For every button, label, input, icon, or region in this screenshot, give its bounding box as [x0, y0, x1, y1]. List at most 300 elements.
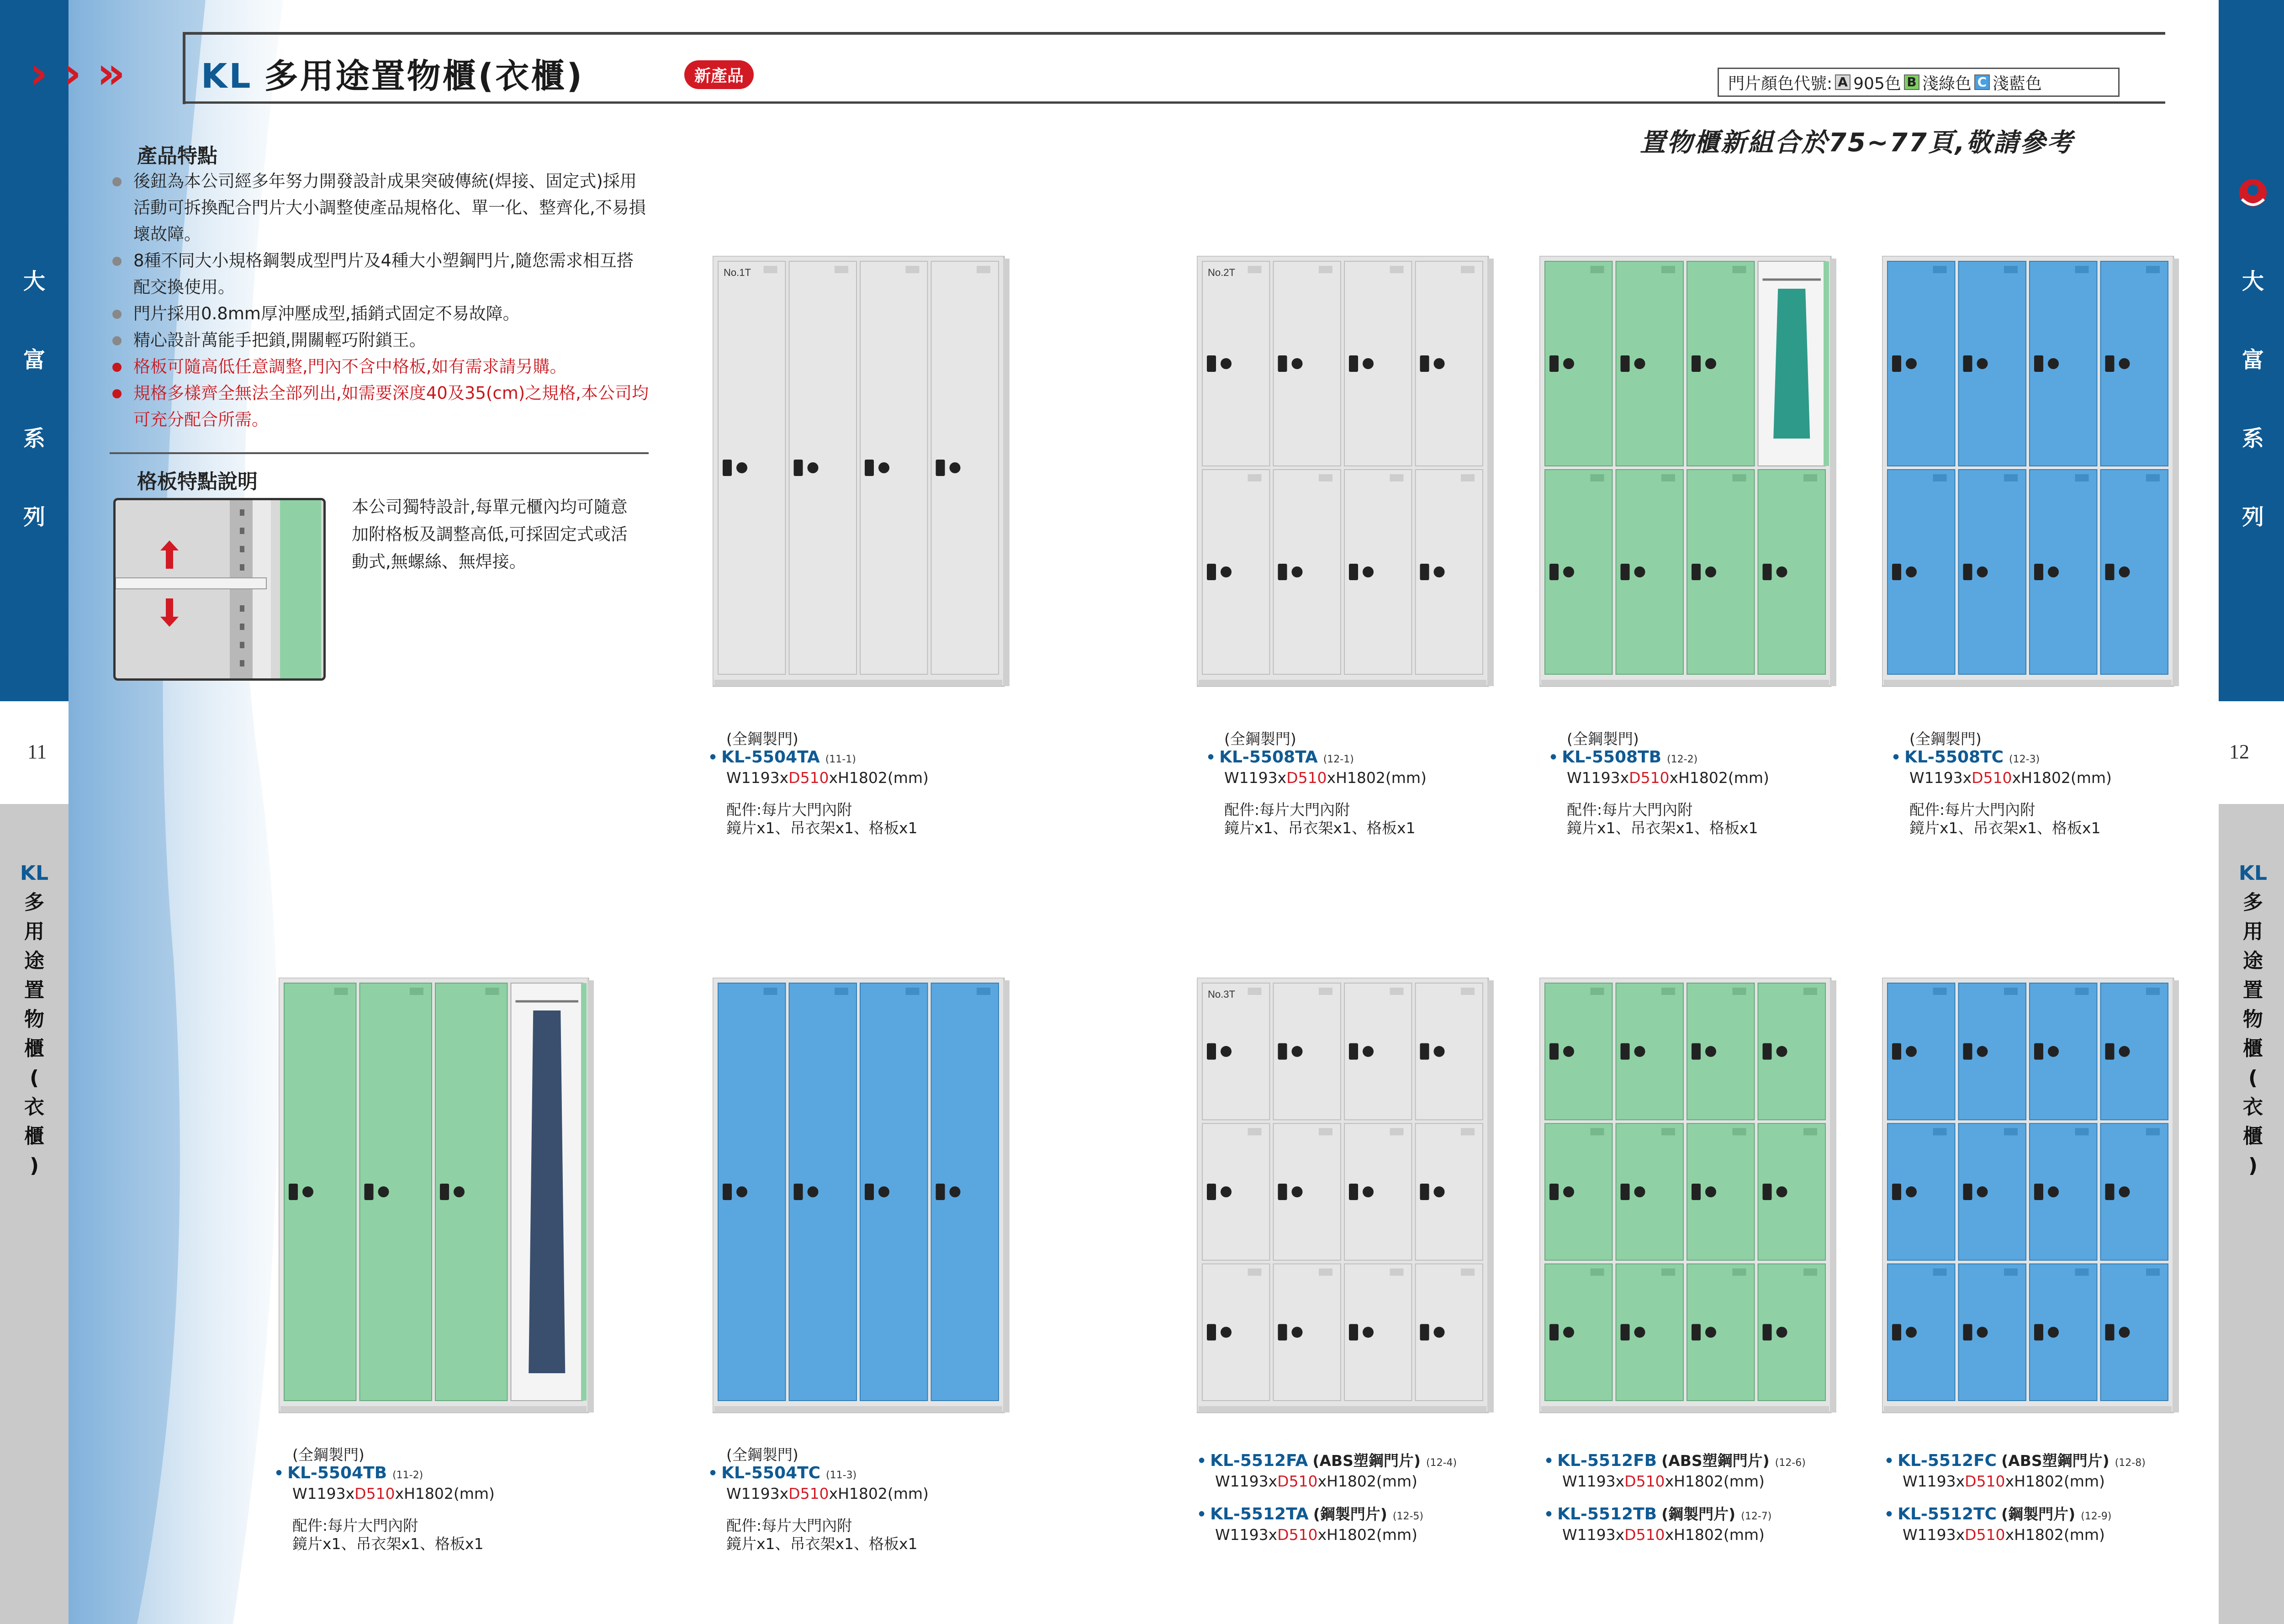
bullet-icon: •: [1206, 748, 1216, 766]
door-handle: [794, 460, 803, 476]
door-handle: [2034, 355, 2043, 372]
category-char: 用: [24, 920, 44, 943]
lock-icon: [1977, 1186, 1988, 1197]
accessories: [708, 801, 929, 837]
lock-icon: [1221, 358, 1232, 369]
lock-icon: [1292, 1186, 1303, 1197]
accessories: [1891, 801, 2112, 837]
model-number: KL-5512FC: [1898, 1451, 1997, 1470]
bullet-icon: •: [274, 1464, 284, 1482]
lock-icon: [1906, 1327, 1917, 1338]
lock-icon: [378, 1186, 389, 1197]
dim-width: W1193x: [1215, 1526, 1278, 1544]
vent-slot: [2146, 474, 2160, 481]
dimensions: [708, 1485, 929, 1503]
category-char: 物: [24, 1008, 44, 1031]
lock-icon: [1705, 1046, 1716, 1057]
vent-slot: [2146, 1128, 2160, 1135]
accessories-list: 鏡片x1、吊衣架x1、格板x1: [1567, 819, 1758, 837]
vent-slot: [1461, 988, 1475, 995]
door-type: (鋼製門片): [2001, 1505, 2076, 1523]
door-handle: [2105, 1043, 2115, 1060]
locker-cabinet-image: [1882, 256, 2179, 690]
accessories-label: 配件:每片大門內附: [1909, 801, 2036, 819]
dim-depth: D510: [788, 769, 829, 787]
feature-item: [110, 327, 649, 354]
product-caption: [1549, 730, 1769, 837]
vent-slot: [1461, 1269, 1475, 1276]
model-line: [708, 748, 929, 769]
dim-depth: D510: [1624, 1472, 1665, 1490]
category-char: ): [29, 1154, 39, 1177]
model-line: [1549, 748, 1769, 769]
dim-width: W1193x: [1567, 769, 1629, 787]
lock-icon: [2048, 1046, 2059, 1057]
lock-icon: [1221, 1327, 1232, 1338]
vent-slot: [2004, 1128, 2018, 1135]
lock-icon: [1292, 1327, 1303, 1338]
model-line: [1544, 1505, 1806, 1526]
features-divider: [110, 452, 649, 454]
left-series-bar: [0, 0, 69, 701]
door-handle: [1349, 564, 1358, 580]
accessories: [708, 1517, 929, 1553]
door-handle: [1763, 564, 1772, 580]
door-handle: [1621, 564, 1630, 580]
lock-icon: [1906, 1046, 1917, 1057]
cabinet-tag: No.2T: [1208, 267, 1235, 278]
lock-icon: [1292, 358, 1303, 369]
lock-icon: [2048, 358, 2059, 369]
category-char: KL: [2238, 862, 2268, 885]
accessories-label: 配件:每片大門內附: [726, 801, 852, 819]
lock-icon: [2048, 1327, 2059, 1338]
cabinet-side: [1003, 259, 1010, 686]
shelf-feature-text: 本公司獨特設計,每單元櫃內均可隨意加附格板及調整高低,可採固定式或活動式,無螺絲、無焊接。: [352, 497, 628, 571]
lock-icon: [808, 1186, 819, 1197]
cabinet-base: [280, 1406, 587, 1412]
door-handle: [936, 1184, 945, 1200]
door-handle: [1549, 355, 1559, 372]
lock-icon: [1634, 1046, 1645, 1057]
door-handle: [1207, 1324, 1216, 1340]
dimensions: [1544, 1526, 1806, 1544]
model-code: (12-5): [1392, 1511, 1423, 1522]
vent-slot: [1733, 1269, 1746, 1276]
lock-icon: [1634, 1327, 1645, 1338]
vent-slot: [1591, 988, 1604, 995]
dim-height: xH1802(mm): [1665, 1472, 1765, 1490]
lock-icon: [1434, 1186, 1445, 1197]
bullet-icon: •: [1549, 748, 1559, 766]
model-line: [1197, 1505, 1457, 1526]
series-label: [0, 242, 69, 556]
accessories-list: 鏡片x1、吊衣架x1、格板x1: [1224, 819, 1416, 837]
lock-icon: [2119, 1327, 2130, 1338]
feature-item: [110, 380, 649, 433]
model-code: (12-2): [1667, 754, 1698, 765]
bullet-icon: •: [1544, 1505, 1554, 1523]
cabinet-base: [714, 680, 1002, 686]
door-handle: [1892, 564, 1901, 580]
category-char: 多: [2243, 891, 2263, 914]
door-handle: [1692, 1184, 1701, 1200]
model-line: [1891, 748, 2112, 769]
page-title: [201, 49, 584, 98]
accessories: [1206, 801, 1427, 837]
vent-slot: [486, 988, 499, 995]
door-type: (鋼製門片): [1661, 1505, 1736, 1523]
bullet-icon: [112, 389, 122, 398]
lock-icon: [2119, 358, 2130, 369]
dim-width: W1193x: [1215, 1472, 1278, 1490]
lock-icon: [1906, 358, 1917, 369]
vent-slot: [1319, 1128, 1332, 1135]
color-name: 905色: [1853, 74, 1901, 93]
lock-icon: [1705, 358, 1716, 369]
material-note: (全鋼製門): [1909, 730, 1982, 748]
vent-slot: [906, 266, 920, 273]
dim-width: W1193x: [1562, 1472, 1625, 1490]
chevron-right-icon: ›: [30, 48, 48, 99]
door-handle: [1349, 1043, 1358, 1060]
cabinet-side: [2173, 259, 2179, 686]
cabinet-base: [1541, 680, 1829, 686]
vent-slot: [764, 988, 777, 995]
color-swatch: C: [1974, 74, 1990, 90]
locker-cabinet-image: [1197, 256, 1494, 690]
features-list: [110, 168, 649, 433]
dimensions: [1197, 1526, 1457, 1544]
lock-icon: [1221, 1186, 1232, 1197]
cabinet-base: [1884, 680, 2172, 686]
lock-icon: [1221, 1046, 1232, 1057]
chevron-right-icon: ›: [63, 48, 82, 99]
door-handle: [1207, 1184, 1216, 1200]
dim-height: xH1802(mm): [2005, 1526, 2105, 1544]
spacer: [1544, 1491, 1806, 1505]
spacer: [1197, 1491, 1457, 1505]
dim-depth: D510: [1965, 1472, 2005, 1490]
door-handle: [1892, 1043, 1901, 1060]
door-handle: [1207, 1043, 1216, 1060]
series-char: 富: [23, 347, 45, 373]
door-handle: [1621, 355, 1630, 372]
dim-depth: D510: [1965, 1526, 2005, 1544]
lock-icon: [1563, 566, 1574, 577]
vent-slot: [1733, 988, 1746, 995]
lock-icon: [1363, 1046, 1374, 1057]
lock-icon: [1776, 1186, 1787, 1197]
cabinet-tag: No.3T: [1208, 989, 1235, 1000]
dim-width: W1193x: [1903, 1472, 1965, 1490]
door-handle: [289, 1184, 298, 1200]
product-caption: [274, 1446, 495, 1553]
dim-height: xH1802(mm): [2012, 769, 2112, 787]
dim-depth: D510: [1972, 769, 2012, 787]
material-note: (全鋼製門): [726, 1446, 798, 1464]
dim-height: xH1802(mm): [1317, 1472, 1417, 1490]
cabinet-side: [1487, 259, 1494, 686]
door-handle: [1621, 1043, 1630, 1060]
header-chevrons: [30, 48, 126, 99]
accessories-label: 配件:每片大門內附: [726, 1517, 852, 1534]
lock-icon: [1434, 358, 1445, 369]
door-handle: [1692, 564, 1701, 580]
dim-depth: D510: [1286, 769, 1327, 787]
door-handle: [2105, 564, 2115, 580]
door-handle: [1278, 355, 1287, 372]
door-handle: [1963, 1184, 1972, 1200]
series-char: 富: [2242, 347, 2264, 373]
door-handle: [1349, 355, 1358, 372]
model-line: [274, 1464, 495, 1485]
category-char: 置: [24, 979, 44, 1002]
accessories-list: 鏡片x1、吊衣架x1、格板x1: [292, 1535, 484, 1553]
product-caption: [708, 1446, 929, 1553]
vent-slot: [1248, 1269, 1262, 1276]
lock-icon: [302, 1186, 313, 1197]
cabinet-tag: No.1T: [724, 267, 751, 278]
product-caption: [1884, 1452, 2146, 1544]
door-handle: [1549, 1184, 1559, 1200]
door-handle: [1207, 355, 1216, 372]
model-number: KL-5504TC: [721, 1464, 821, 1482]
door-handle: [1892, 1324, 1901, 1340]
lock-icon: [1221, 566, 1232, 577]
vent-slot: [977, 266, 990, 273]
accessories-list: 鏡片x1、吊衣架x1、格板x1: [1909, 819, 2101, 837]
door-type: (ABS塑鋼門片): [1661, 1452, 1770, 1470]
vent-slot: [1461, 474, 1475, 481]
dimensions: [274, 1485, 495, 1503]
model-number: KL-5508TB: [1562, 748, 1662, 767]
accessories-label: 配件:每片大門內附: [1224, 801, 1350, 819]
lock-icon: [1705, 1186, 1716, 1197]
series-char: 列: [2242, 504, 2264, 530]
vent-slot: [1248, 1128, 1262, 1135]
door-handle: [440, 1184, 449, 1200]
dim-width: W1193x: [1224, 769, 1287, 787]
material-note: (全鋼製門): [1224, 730, 1296, 748]
vent-slot: [2004, 1269, 2018, 1276]
door-handle: [1349, 1324, 1358, 1340]
lock-icon: [1363, 1327, 1374, 1338]
door-handle: [365, 1184, 374, 1200]
vent-slot: [1733, 474, 1746, 481]
door-handle: [1549, 1043, 1559, 1060]
dim-height: xH1802(mm): [1327, 769, 1427, 787]
door-handle: [1963, 1043, 1972, 1060]
hanging-garment: [529, 1010, 565, 1373]
lock-icon: [1563, 1327, 1574, 1338]
dim-width: W1193x: [726, 769, 789, 787]
model-code: (12-3): [2009, 754, 2040, 765]
lock-icon: [808, 462, 819, 473]
locker-cabinet-image: [713, 256, 1010, 690]
dim-height: xH1802(mm): [2005, 1472, 2105, 1490]
series-char: 大: [2242, 269, 2264, 294]
lock-icon: [1363, 1186, 1374, 1197]
series-char: 列: [23, 504, 45, 530]
vent-slot: [1248, 474, 1262, 481]
dim-depth: D510: [1277, 1472, 1318, 1490]
model-number: KL-5504TB: [287, 1464, 387, 1482]
door-type: (ABS塑鋼門片): [1312, 1452, 1421, 1470]
vent-slot: [1319, 266, 1332, 273]
hanging-garment: [1773, 289, 1810, 439]
category-char: (: [2248, 1066, 2258, 1090]
door-handle: [794, 1184, 803, 1200]
dim-height: xH1802(mm): [1317, 1526, 1417, 1544]
dim-width: W1193x: [292, 1485, 355, 1502]
dim-height: xH1802(mm): [829, 1485, 929, 1502]
shelf-illustration: [116, 500, 323, 678]
vent-slot: [1803, 474, 1817, 481]
cabinet-base: [1541, 1406, 1829, 1412]
locker-cabinet-image: [1197, 978, 1494, 1416]
category-label: [2219, 859, 2284, 1180]
features-title: 產品特點: [137, 144, 217, 168]
vent-slot: [1733, 266, 1746, 273]
feature-item: [110, 248, 649, 301]
door-handle: [2034, 1184, 2043, 1200]
lock-icon: [1776, 1327, 1787, 1338]
door-type: (ABS塑鋼門片): [2001, 1452, 2110, 1470]
door-handle: [1892, 1184, 1901, 1200]
model-code: (12-4): [1426, 1457, 1457, 1469]
vent-slot: [1661, 1128, 1675, 1135]
door-handle: [1549, 1324, 1559, 1340]
vent-slot: [1933, 1128, 1947, 1135]
vent-slot: [1390, 988, 1404, 995]
right-category-bar: [2219, 804, 2284, 1624]
vent-slot: [1933, 266, 1947, 273]
model-code: (12-7): [1741, 1511, 1772, 1522]
door-handle: [1892, 355, 1901, 372]
lock-icon: [1977, 566, 1988, 577]
door-handle: [1963, 1324, 1972, 1340]
door-handle: [1963, 564, 1972, 580]
feature-item: [110, 168, 649, 248]
vent-slot: [1591, 266, 1604, 273]
vent-slot: [1661, 266, 1675, 273]
dim-width: W1193x: [1903, 1526, 1965, 1544]
category-char: 置: [2243, 979, 2263, 1002]
vent-slot: [1319, 474, 1332, 481]
door-handle: [1692, 355, 1701, 372]
series-label: [2219, 242, 2284, 556]
vent-slot: [1591, 1269, 1604, 1276]
material-note: (全鋼製門): [726, 730, 798, 748]
color-swatch: B: [1904, 74, 1919, 90]
bullet-icon: •: [708, 1464, 718, 1482]
cabinet-side: [1487, 980, 1494, 1412]
vent-slot: [2004, 474, 2018, 481]
model-code: (12-9): [2081, 1511, 2112, 1522]
door-handle: [1763, 1043, 1772, 1060]
lock-icon: [1563, 1046, 1574, 1057]
bullet-icon: •: [1197, 1505, 1207, 1523]
category-label: [0, 859, 69, 1180]
model-line: [1884, 1452, 2146, 1472]
vent-slot: [1933, 988, 1947, 995]
vent-slot: [1390, 1269, 1404, 1276]
vent-slot: [835, 266, 848, 273]
bullet-icon: [112, 336, 122, 345]
door-handle: [2034, 1043, 2043, 1060]
lock-icon: [1705, 1327, 1716, 1338]
model-line: [708, 1464, 929, 1485]
locker-cabinet-image: [279, 978, 594, 1416]
lock-icon: [2119, 566, 2130, 577]
category-char: (: [29, 1066, 39, 1090]
feature-text: 後鈕為本公司經多年努力開發設計成果突破傳統(焊接、固定式)採用活動可拆換配合門片大小調整使產品規格化、單一化、整齊化,不易損壞故障。: [133, 171, 646, 244]
material-note: (全鋼製門): [292, 1446, 365, 1464]
vent-slot: [1803, 1269, 1817, 1276]
vent-slot: [1591, 1128, 1604, 1135]
door-handle: [1621, 1324, 1630, 1340]
lock-icon: [1776, 566, 1787, 577]
door-handle: [1278, 1324, 1287, 1340]
category-char: 多: [24, 891, 44, 914]
category-char: ): [2248, 1154, 2258, 1177]
series-char: 系: [2242, 426, 2264, 451]
door-handle: [2105, 355, 2115, 372]
lock-icon: [950, 462, 961, 473]
feature-text: 規格多樣齊全無法全部列出,如需要深度40及35(cm)之規格,本公司均可充分配合所需。: [133, 383, 649, 429]
lock-icon: [1563, 1186, 1574, 1197]
lock-icon: [1634, 358, 1645, 369]
bullet-icon: [112, 257, 122, 266]
vent-slot: [1933, 1269, 1947, 1276]
vent-slot: [1248, 266, 1262, 273]
cabinet-base: [714, 1406, 1002, 1412]
door-handle: [1420, 355, 1429, 372]
door-handle: [1278, 1043, 1287, 1060]
category-char: 物: [2243, 1008, 2263, 1031]
cabinet-side: [587, 980, 594, 1412]
lock-icon: [2119, 1046, 2130, 1057]
dim-height: xH1802(mm): [1669, 769, 1769, 787]
lock-icon: [1363, 566, 1374, 577]
color-code-label: 門片顏色代號:: [1728, 74, 1833, 93]
vent-slot: [764, 266, 777, 273]
door-handle: [723, 460, 732, 476]
door-handle: [2105, 1184, 2115, 1200]
brand-label: KL: [201, 57, 253, 96]
lock-icon: [1292, 566, 1303, 577]
lock-icon: [1434, 566, 1445, 577]
door-handle: [1349, 1184, 1358, 1200]
lock-icon: [1776, 1046, 1787, 1057]
vent-slot: [2146, 1269, 2160, 1276]
locker-cabinet-image: [1539, 978, 1836, 1416]
category-char: 櫃: [24, 1037, 44, 1060]
new-product-badge: 新產品: [684, 60, 754, 89]
cabinet-base: [1199, 1406, 1486, 1412]
model-number: KL-5508TC: [1904, 748, 2004, 767]
cabinet-side: [1830, 980, 1836, 1412]
door-handle: [1692, 1324, 1701, 1340]
category-char: 途: [2243, 949, 2263, 973]
vent-slot: [1733, 1128, 1746, 1135]
door-handle: [1420, 1324, 1429, 1340]
vent-slot: [1390, 266, 1404, 273]
lock-icon: [1434, 1327, 1445, 1338]
lock-icon: [1634, 1186, 1645, 1197]
dim-width: W1193x: [1562, 1526, 1625, 1544]
